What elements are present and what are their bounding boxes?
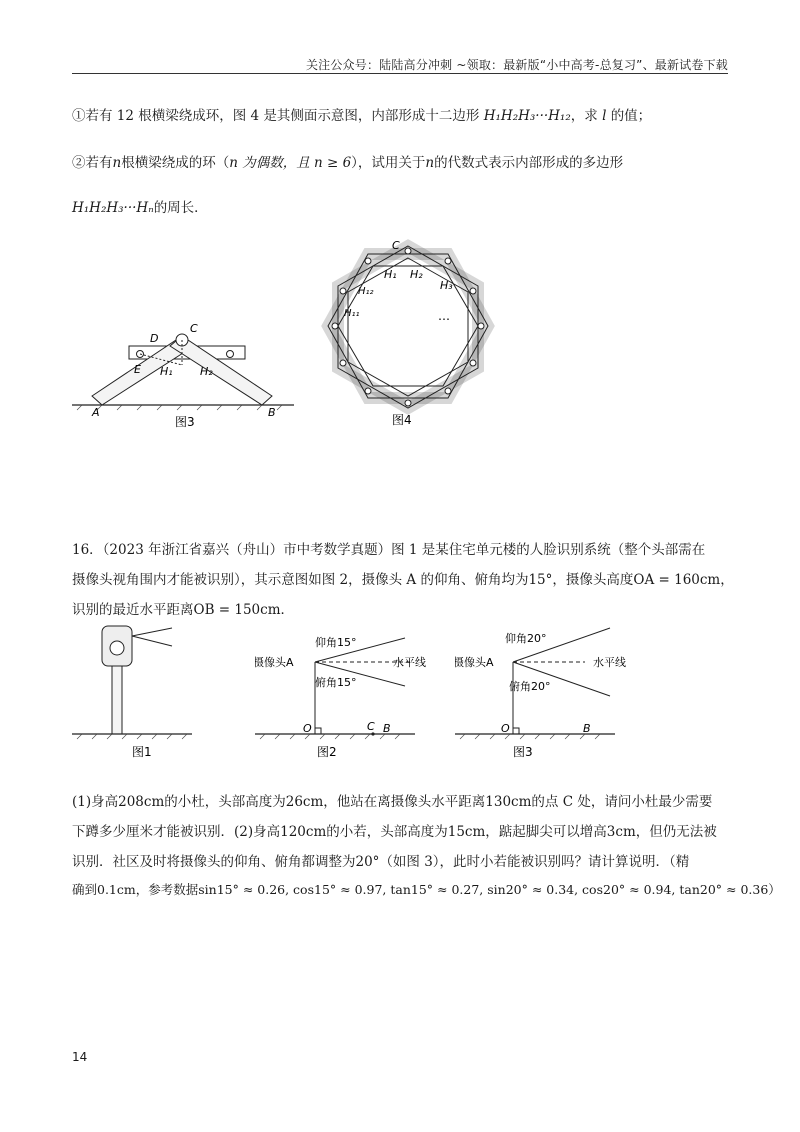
fig3-label-h2: H₂ xyxy=(200,365,213,378)
q16-sub-line1: (1)身高208cm的小杜，头部高度为26cm，他站在离摄像头水平距离130cm的点 C 处，请问小杜最少需要 xyxy=(72,794,713,810)
q15-figure-4 xyxy=(318,236,498,440)
q16-sub-line3: 识别．社区及时将摄像头的仰角、俯角都调整为20°（如图 3），此时小若能被识别吗？请计算说明．（精 xyxy=(72,854,690,870)
q16-figure-3 xyxy=(455,618,640,767)
fig4-label-h12: H₁₂ xyxy=(358,286,374,297)
q16-figure-1 xyxy=(72,618,202,767)
q16-fig3-horizontal: 水平线 xyxy=(593,656,626,669)
q16-fig2-camera: 摄像头A xyxy=(255,656,294,669)
q16-fig3-camera: 摄像头A xyxy=(455,656,494,669)
q16-fig2-label-o: O xyxy=(303,722,312,735)
q16-fig2-horizontal: 水平线 xyxy=(393,656,426,669)
fig4-label-h2: H₂ xyxy=(410,268,423,281)
q16-line1: 16．（2023 年浙江省嘉兴（舟山）市中考数学真题）图 1 是某住宅单元楼的人脸识别系统（整个头部需在 xyxy=(72,542,706,558)
q16-fig3-label-b: B xyxy=(583,722,591,735)
q16-figure-2 xyxy=(255,618,435,767)
fig3-label-h1: H₁ xyxy=(160,365,173,378)
q16-fig2-label-b: B xyxy=(383,722,391,735)
q16-fig2-caption: 图2 xyxy=(317,745,337,759)
header-rule xyxy=(72,73,728,74)
fig3-label-a: A xyxy=(92,406,100,419)
q15-part1: ①若有 12 根横梁绕成环，图 4 是其侧面示意图，内部形成十二边形 H₁H₂H₃···H₁₂，求 l 的值； xyxy=(72,108,652,124)
page-number: 14 xyxy=(72,1050,88,1064)
q16-sub-line4: 确到0.1cm，参考数据sin15° ≈ 0.26, cos15° ≈ 0.97, tan15° ≈ 0.27, sin20° ≈ 0.34, cos20° ≈ 0.94, tan20° ≈ 0.36） xyxy=(72,882,781,897)
q16-fig3-up-angle: 仰角20° xyxy=(505,632,547,645)
fig3-caption: 图3 xyxy=(175,415,195,429)
fig3-label-c: C xyxy=(190,322,198,335)
q16-sub-line2: 下蹲多少厘米才能被识别．(2)身高120cm的小若，头部高度为15cm，踮起脚尖可以增高3cm，但仍无法被 xyxy=(72,824,717,840)
q16-line2: 摄像头视角围内才能被识别），其示意图如图 2，摄像头 A 的仰角、俯角均为15°，摄像头高度OA = 160cm， xyxy=(72,572,734,588)
q15-part2-cont: H₁H₂H₃···Hₙ的周长． xyxy=(72,200,208,216)
q16-fig2-down-angle: 俯角15° xyxy=(315,676,357,689)
q16-fig3-label-o: O xyxy=(501,722,510,735)
fig4-label-c: C xyxy=(392,239,400,252)
q15-figure-3 xyxy=(72,318,302,437)
fig4-ellipsis: … xyxy=(438,309,450,323)
q16-line3: 识别的最近水平距离OB = 150cm． xyxy=(72,602,295,618)
q15-part1-polygon: H₁H₂H₃···H₁₂ xyxy=(483,108,571,124)
fig3-label-d: D xyxy=(150,332,159,345)
q16-fig2-label-c: C xyxy=(367,720,375,733)
fig4-label-h1: H₁ xyxy=(384,268,397,281)
page-header: 关注公众号：陆陆高分冲刺 ~领取：最新版“小中高考-总复习”、最新试卷下载 xyxy=(305,58,728,72)
fig3-label-b: B xyxy=(268,406,276,419)
fig4-caption: 图4 xyxy=(392,413,412,427)
q16-fig3-down-angle: 俯角20° xyxy=(509,680,551,693)
q15-part2: ②若有n根横梁绕成的环（n 为偶数，且 n ≥ 6），试用关于n的代数式表示内部形成的多边形 xyxy=(72,155,624,171)
q16-fig1-caption: 图1 xyxy=(132,745,152,759)
q16-fig2-up-angle: 仰角15° xyxy=(315,636,357,649)
fig3-label-e: E xyxy=(134,363,141,376)
q16-fig3-caption: 图3 xyxy=(513,745,533,759)
fig4-label-h11: H₁₁ xyxy=(344,308,360,319)
fig4-label-h3: H₃ xyxy=(440,279,453,292)
